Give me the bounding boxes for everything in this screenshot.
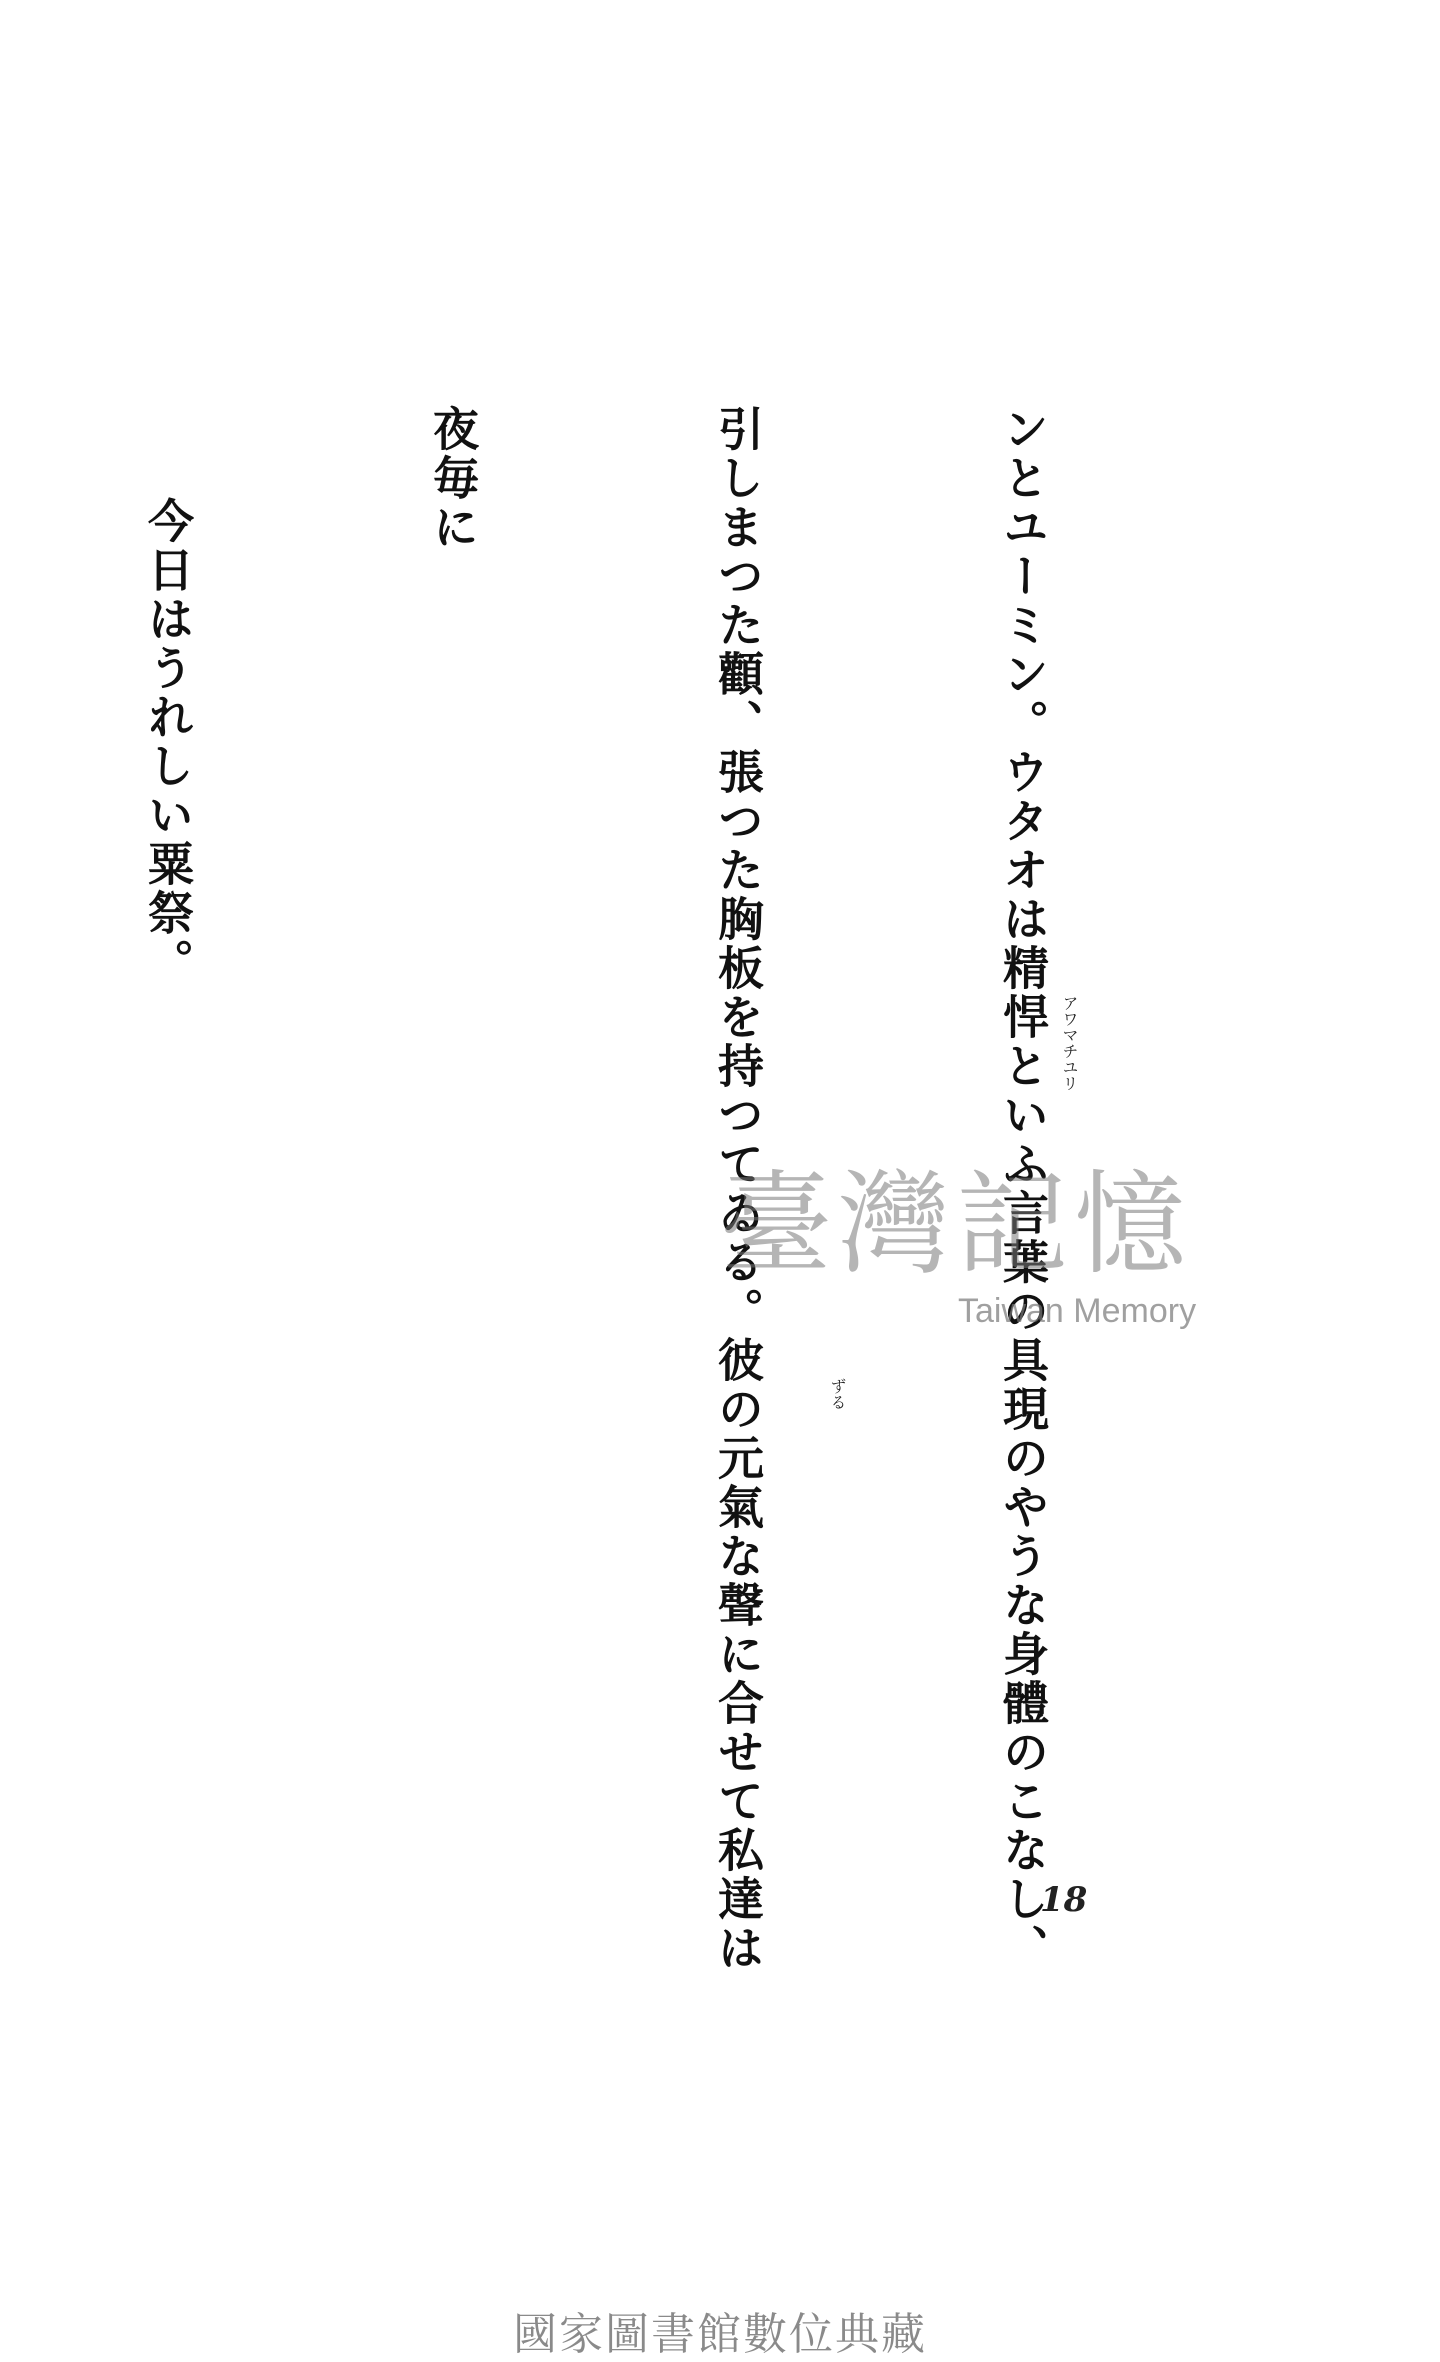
text-column: ンとユーミン。ウタオは精悍といふ言葉の具現のやうな身體のこなし、 (996, 405, 1050, 1973)
page-number: 18 (1040, 1880, 1088, 1920)
watermark-subtitle: Taiwan Memory (958, 1292, 1197, 1330)
text-column: 夜毎に (426, 405, 480, 552)
watermark-chars: 臺灣記憶 (720, 1160, 1192, 1290)
footer-archive-label: 國家圖書館數位典藏 (513, 2309, 927, 2360)
song-line: 今日はうれしい粟祭。 (141, 497, 195, 987)
text-column: 引しまつた顴、張つた胸板を持つてゐる。彼の元氣な聲に合せて私達は (711, 405, 765, 1973)
ruby-annotation: アワマチユリ (1060, 995, 1079, 1091)
ruby-annotation: ずる (828, 1378, 847, 1410)
